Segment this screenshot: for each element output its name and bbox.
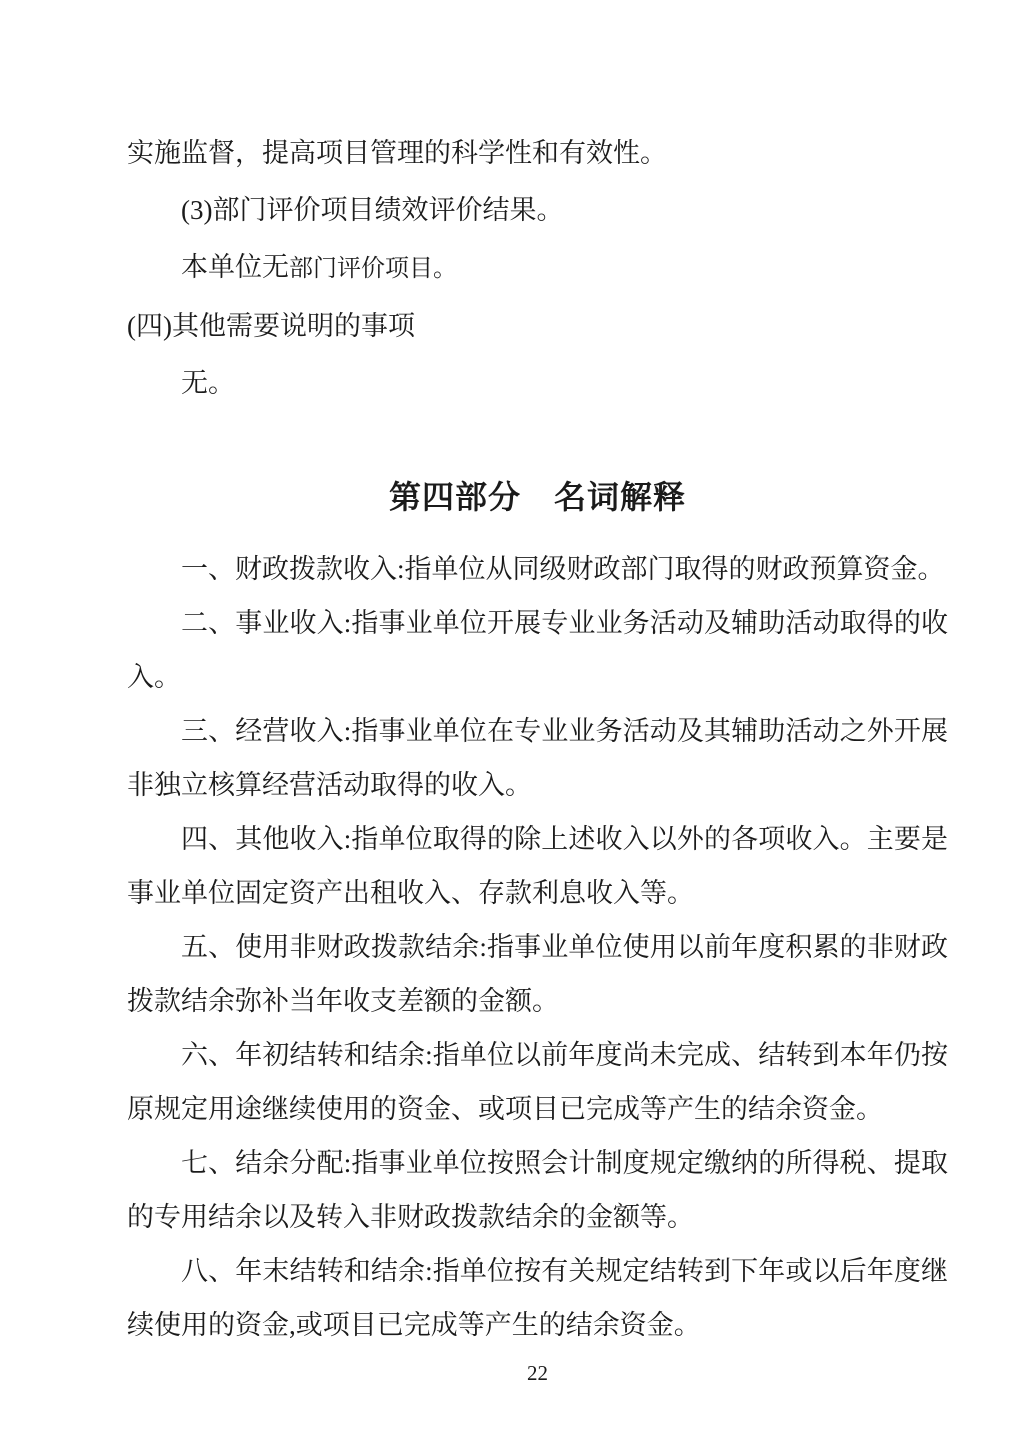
document-content — [127, 0, 948, 1352]
definitions-section — [127, 542, 948, 1352]
definition-paragraph: 三、经营收入:指事业单位在专业业务活动及其辅助活动之外开展非独立核算经营活动取得的收入。 — [127, 716, 948, 800]
intro-line-none: 无。 — [181, 368, 235, 398]
definition-paragraph: 七、结余分配:指事业单位按照会计制度规定缴纳的所得税、提取的专用结余以及转入非财政拨款结余的金额等。 — [127, 1148, 948, 1232]
intro-line-no-project-small: 部门评价项目。 — [289, 256, 457, 282]
intro-heading-other-matters: (四)其他需要说明的事项 — [127, 311, 415, 341]
intro-section — [127, 125, 948, 412]
definition-paragraph: 六、年初结转和结余:指单位以前年度尚未完成、结转到本年仍按原规定用途继续使用的资金、或项目已完成等产生的结余资金。 — [127, 1040, 948, 1124]
definition-paragraph: 四、其他收入:指单位取得的除上述收入以外的各项收入。主要是事业单位固定资产出租收入、存款利息收入等。 — [127, 824, 948, 908]
section-title: 第四部分 名词解释 — [388, 479, 686, 515]
definition-paragraph: 八、年末结转和结余:指单位按有关规定结转到下年或以后年度继续使用的资金,或项目已完成等产生的结余资金。 — [127, 1256, 948, 1340]
page-number: 22 — [527, 1361, 548, 1385]
intro-line-no-project-large: 本单位无 — [181, 252, 289, 282]
intro-line-continuation: 实施监督，提高项目管理的科学性和有效性。 — [127, 138, 667, 168]
definition-paragraph: 五、使用非财政拨款结余:指事业单位使用以前年度积累的非财政拨款结余弥补当年收支差额的金额。 — [127, 932, 948, 1016]
definition-paragraph: 一、财政拨款收入:指单位从同级财政部门取得的财政预算资金。 — [181, 554, 945, 584]
intro-line-item3: (3)部门评价项目绩效评价结果。 — [181, 195, 564, 225]
definition-paragraph: 二、事业收入:指事业单位开展专业业务活动及辅助活动取得的收入。 — [127, 608, 948, 692]
intro-line-no-project — [127, 239, 948, 298]
